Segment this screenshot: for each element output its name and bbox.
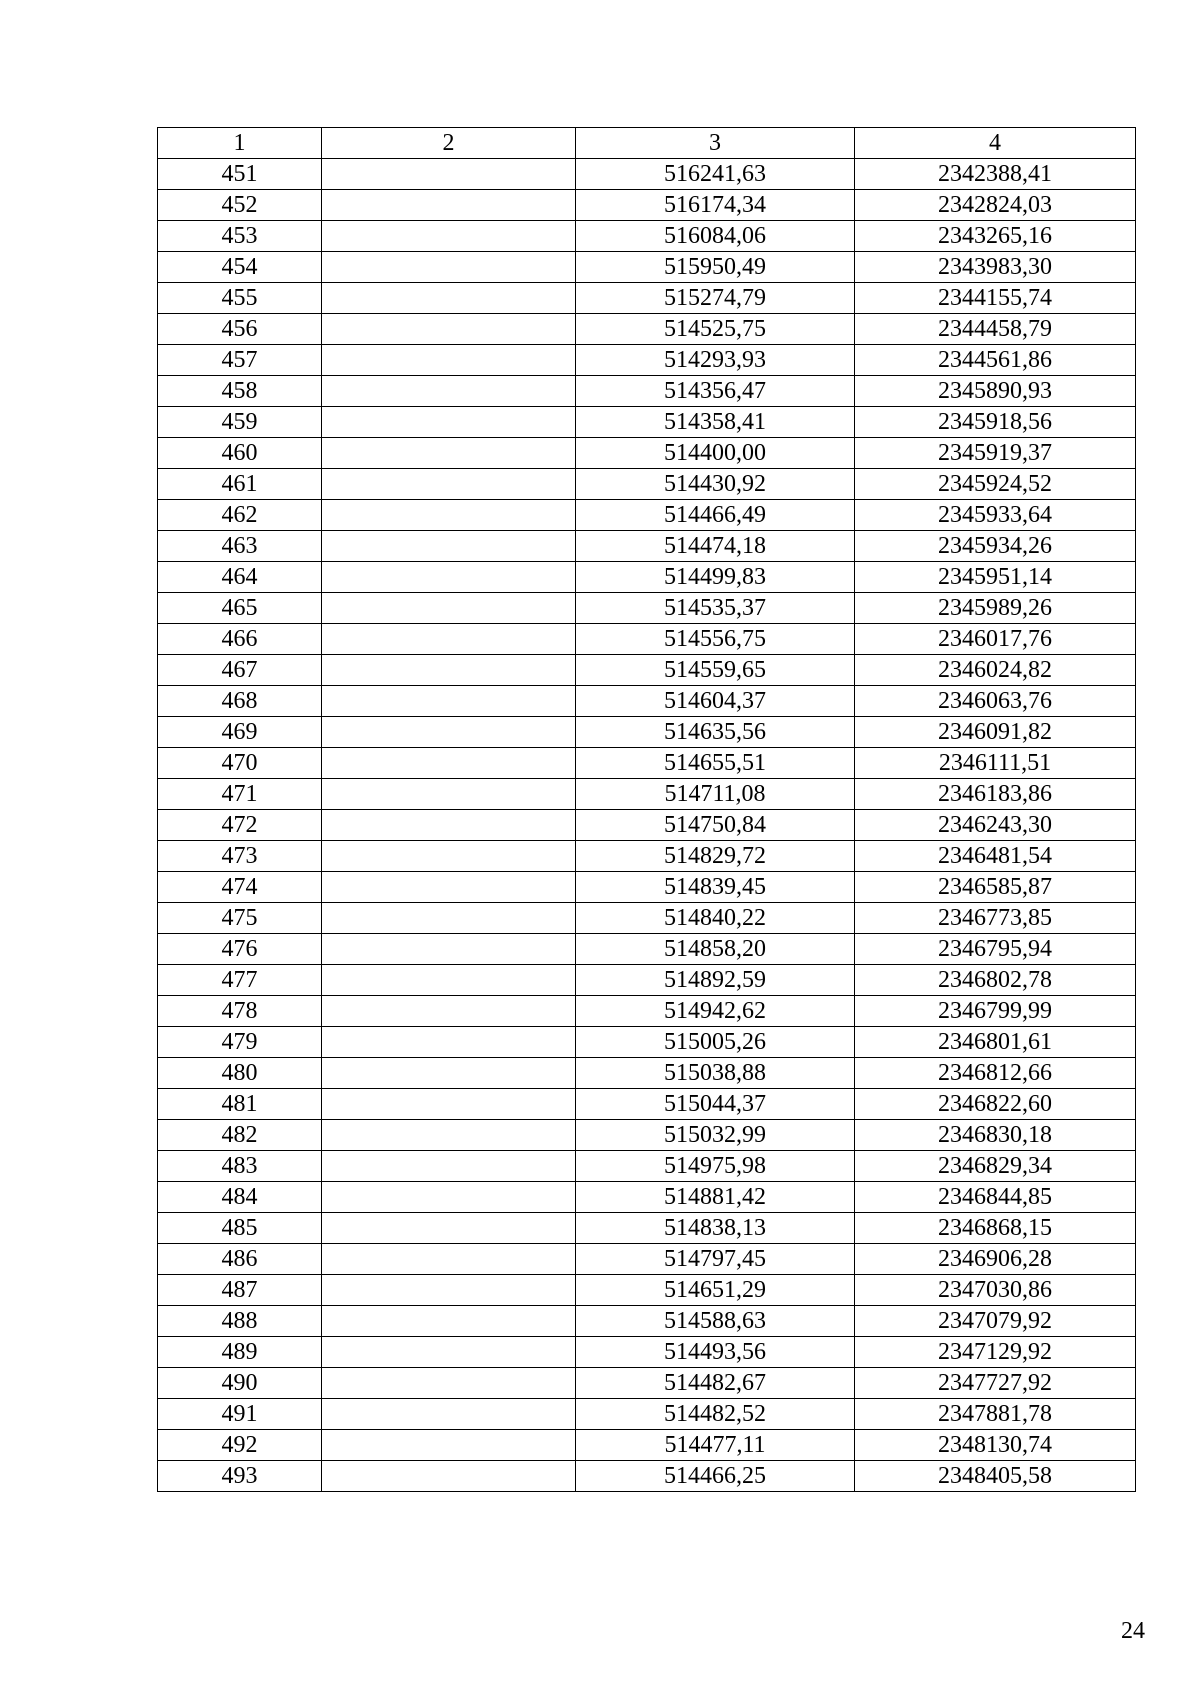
table-row <box>158 562 1136 593</box>
table-row <box>158 1120 1136 1151</box>
y-coordinate-cell: 2347129,92 <box>855 1337 1136 1368</box>
table-row <box>158 748 1136 779</box>
x-coordinate-cell: 514881,42 <box>576 1182 855 1213</box>
y-coordinate-cell: 2342824,03 <box>855 190 1136 221</box>
y-coordinate-cell: 2343983,30 <box>855 252 1136 283</box>
y-coordinate-cell: 2344561,86 <box>855 345 1136 376</box>
x-coordinate-cell: 514635,56 <box>576 717 855 748</box>
x-coordinate-cell: 514482,67 <box>576 1368 855 1399</box>
column-2-cell <box>322 1058 576 1089</box>
table-row <box>158 469 1136 500</box>
column-2-cell <box>322 655 576 686</box>
point-number-cell: 470 <box>158 748 322 779</box>
y-coordinate-cell: 2346183,86 <box>855 779 1136 810</box>
x-coordinate-cell: 514711,08 <box>576 779 855 810</box>
x-coordinate-cell: 514474,18 <box>576 531 855 562</box>
x-coordinate-cell: 514400,00 <box>576 438 855 469</box>
column-2-cell <box>322 810 576 841</box>
y-coordinate-cell: 2346024,82 <box>855 655 1136 686</box>
point-number-cell: 464 <box>158 562 322 593</box>
point-number-cell: 488 <box>158 1306 322 1337</box>
point-number-cell: 455 <box>158 283 322 314</box>
column-header-3: 3 <box>576 128 855 159</box>
column-2-cell <box>322 748 576 779</box>
column-2-cell <box>322 872 576 903</box>
x-coordinate-cell: 514750,84 <box>576 810 855 841</box>
y-coordinate-cell: 2346801,61 <box>855 1027 1136 1058</box>
point-number-cell: 493 <box>158 1461 322 1492</box>
table-row <box>158 376 1136 407</box>
table-row <box>158 1461 1136 1492</box>
column-2-cell <box>322 1306 576 1337</box>
x-coordinate-cell: 514892,59 <box>576 965 855 996</box>
column-2-cell <box>322 624 576 655</box>
point-number-cell: 490 <box>158 1368 322 1399</box>
point-number-cell: 486 <box>158 1244 322 1275</box>
table-row <box>158 1337 1136 1368</box>
x-coordinate-cell: 514293,93 <box>576 345 855 376</box>
y-coordinate-cell: 2345924,52 <box>855 469 1136 500</box>
column-header-2: 2 <box>322 128 576 159</box>
y-coordinate-cell: 2346906,28 <box>855 1244 1136 1275</box>
x-coordinate-cell: 515005,26 <box>576 1027 855 1058</box>
y-coordinate-cell: 2346844,85 <box>855 1182 1136 1213</box>
y-coordinate-cell: 2346063,76 <box>855 686 1136 717</box>
y-coordinate-cell: 2343265,16 <box>855 221 1136 252</box>
x-coordinate-cell: 514466,49 <box>576 500 855 531</box>
column-2-cell <box>322 407 576 438</box>
point-number-cell: 457 <box>158 345 322 376</box>
column-2-cell <box>322 252 576 283</box>
column-2-cell <box>322 469 576 500</box>
column-2-cell <box>322 593 576 624</box>
y-coordinate-cell: 2346830,18 <box>855 1120 1136 1151</box>
point-number-cell: 467 <box>158 655 322 686</box>
point-number-cell: 479 <box>158 1027 322 1058</box>
x-coordinate-cell: 514797,45 <box>576 1244 855 1275</box>
point-number-cell: 487 <box>158 1275 322 1306</box>
table-row <box>158 221 1136 252</box>
point-number-cell: 476 <box>158 934 322 965</box>
column-2-cell <box>322 996 576 1027</box>
table-row <box>158 1244 1136 1275</box>
table-row <box>158 1275 1136 1306</box>
page-number: 24 <box>1121 1618 1145 1644</box>
y-coordinate-cell: 2347727,92 <box>855 1368 1136 1399</box>
x-coordinate-cell: 514477,11 <box>576 1430 855 1461</box>
column-header-4: 4 <box>855 128 1136 159</box>
column-2-cell <box>322 1182 576 1213</box>
x-coordinate-cell: 514839,45 <box>576 872 855 903</box>
x-coordinate-cell: 514466,25 <box>576 1461 855 1492</box>
y-coordinate-cell: 2346481,54 <box>855 841 1136 872</box>
y-coordinate-cell: 2346091,82 <box>855 717 1136 748</box>
point-number-cell: 472 <box>158 810 322 841</box>
x-coordinate-cell: 514975,98 <box>576 1151 855 1182</box>
y-coordinate-cell: 2345934,26 <box>855 531 1136 562</box>
x-coordinate-cell: 514482,52 <box>576 1399 855 1430</box>
table-row <box>158 1213 1136 1244</box>
y-coordinate-cell: 2348405,58 <box>855 1461 1136 1492</box>
point-number-cell: 477 <box>158 965 322 996</box>
table-row <box>158 1430 1136 1461</box>
table-row <box>158 1182 1136 1213</box>
table-row <box>158 655 1136 686</box>
column-2-cell <box>322 717 576 748</box>
table-header-row <box>158 128 1136 159</box>
column-2-cell <box>322 841 576 872</box>
table-row <box>158 872 1136 903</box>
x-coordinate-cell: 515950,49 <box>576 252 855 283</box>
table-row <box>158 779 1136 810</box>
point-number-cell: 485 <box>158 1213 322 1244</box>
point-number-cell: 482 <box>158 1120 322 1151</box>
x-coordinate-cell: 514430,92 <box>576 469 855 500</box>
x-coordinate-cell: 514499,83 <box>576 562 855 593</box>
column-2-cell <box>322 190 576 221</box>
column-2-cell <box>322 779 576 810</box>
table-row <box>158 1089 1136 1120</box>
table-row <box>158 438 1136 469</box>
x-coordinate-cell: 514588,63 <box>576 1306 855 1337</box>
column-2-cell <box>322 1120 576 1151</box>
table-row <box>158 252 1136 283</box>
column-2-cell <box>322 283 576 314</box>
table-row <box>158 965 1136 996</box>
column-2-cell <box>322 159 576 190</box>
point-number-cell: 491 <box>158 1399 322 1430</box>
point-number-cell: 462 <box>158 500 322 531</box>
point-number-cell: 461 <box>158 469 322 500</box>
table-row <box>158 593 1136 624</box>
column-2-cell <box>322 500 576 531</box>
table-row <box>158 841 1136 872</box>
point-number-cell: 492 <box>158 1430 322 1461</box>
point-number-cell: 466 <box>158 624 322 655</box>
column-2-cell <box>322 965 576 996</box>
column-2-cell <box>322 1399 576 1430</box>
point-number-cell: 484 <box>158 1182 322 1213</box>
coordinates-table <box>157 127 1136 1492</box>
x-coordinate-cell: 515274,79 <box>576 283 855 314</box>
column-2-cell <box>322 376 576 407</box>
table-row <box>158 500 1136 531</box>
y-coordinate-cell: 2346799,99 <box>855 996 1136 1027</box>
column-2-cell <box>322 934 576 965</box>
x-coordinate-cell: 514556,75 <box>576 624 855 655</box>
x-coordinate-cell: 514838,13 <box>576 1213 855 1244</box>
table-row <box>158 190 1136 221</box>
column-2-cell <box>322 1213 576 1244</box>
point-number-cell: 460 <box>158 438 322 469</box>
column-2-cell <box>322 1244 576 1275</box>
table-row <box>158 1058 1136 1089</box>
x-coordinate-cell: 515032,99 <box>576 1120 855 1151</box>
y-coordinate-cell: 2346802,78 <box>855 965 1136 996</box>
y-coordinate-cell: 2346773,85 <box>855 903 1136 934</box>
y-coordinate-cell: 2346795,94 <box>855 934 1136 965</box>
x-coordinate-cell: 514535,37 <box>576 593 855 624</box>
column-2-cell <box>322 314 576 345</box>
point-number-cell: 478 <box>158 996 322 1027</box>
point-number-cell: 483 <box>158 1151 322 1182</box>
table-row <box>158 407 1136 438</box>
point-number-cell: 474 <box>158 872 322 903</box>
point-number-cell: 459 <box>158 407 322 438</box>
point-number-cell: 480 <box>158 1058 322 1089</box>
column-2-cell <box>322 221 576 252</box>
y-coordinate-cell: 2348130,74 <box>855 1430 1136 1461</box>
y-coordinate-cell: 2346812,66 <box>855 1058 1136 1089</box>
point-number-cell: 468 <box>158 686 322 717</box>
y-coordinate-cell: 2345919,37 <box>855 438 1136 469</box>
column-2-cell <box>322 345 576 376</box>
table-row <box>158 283 1136 314</box>
x-coordinate-cell: 514651,29 <box>576 1275 855 1306</box>
table-body <box>158 159 1136 1492</box>
point-number-cell: 454 <box>158 252 322 283</box>
column-2-cell <box>322 562 576 593</box>
point-number-cell: 456 <box>158 314 322 345</box>
table-row <box>158 934 1136 965</box>
x-coordinate-cell: 514525,75 <box>576 314 855 345</box>
x-coordinate-cell: 515038,88 <box>576 1058 855 1089</box>
point-number-cell: 465 <box>158 593 322 624</box>
point-number-cell: 489 <box>158 1337 322 1368</box>
x-coordinate-cell: 516084,06 <box>576 221 855 252</box>
y-coordinate-cell: 2346585,87 <box>855 872 1136 903</box>
table-row <box>158 314 1136 345</box>
column-2-cell <box>322 1461 576 1492</box>
point-number-cell: 463 <box>158 531 322 562</box>
table-row <box>158 1399 1136 1430</box>
y-coordinate-cell: 2347881,78 <box>855 1399 1136 1430</box>
x-coordinate-cell: 514840,22 <box>576 903 855 934</box>
column-2-cell <box>322 1430 576 1461</box>
table-row <box>158 903 1136 934</box>
x-coordinate-cell: 514942,62 <box>576 996 855 1027</box>
table-row <box>158 1027 1136 1058</box>
point-number-cell: 475 <box>158 903 322 934</box>
column-2-cell <box>322 1027 576 1058</box>
table-row <box>158 1151 1136 1182</box>
column-2-cell <box>322 1089 576 1120</box>
point-number-cell: 453 <box>158 221 322 252</box>
table-row <box>158 531 1136 562</box>
y-coordinate-cell: 2347079,92 <box>855 1306 1136 1337</box>
y-coordinate-cell: 2345890,93 <box>855 376 1136 407</box>
y-coordinate-cell: 2344155,74 <box>855 283 1136 314</box>
table-row <box>158 624 1136 655</box>
point-number-cell: 458 <box>158 376 322 407</box>
x-coordinate-cell: 514858,20 <box>576 934 855 965</box>
x-coordinate-cell: 516241,63 <box>576 159 855 190</box>
y-coordinate-cell: 2346111,51 <box>855 748 1136 779</box>
x-coordinate-cell: 514655,51 <box>576 748 855 779</box>
y-coordinate-cell: 2345989,26 <box>855 593 1136 624</box>
x-coordinate-cell: 514559,65 <box>576 655 855 686</box>
column-2-cell <box>322 1151 576 1182</box>
y-coordinate-cell: 2346868,15 <box>855 1213 1136 1244</box>
y-coordinate-cell: 2346822,60 <box>855 1089 1136 1120</box>
y-coordinate-cell: 2347030,86 <box>855 1275 1136 1306</box>
x-coordinate-cell: 514356,47 <box>576 376 855 407</box>
table-row <box>158 1368 1136 1399</box>
column-2-cell <box>322 1368 576 1399</box>
column-2-cell <box>322 531 576 562</box>
column-2-cell <box>322 438 576 469</box>
table-row <box>158 686 1136 717</box>
x-coordinate-cell: 515044,37 <box>576 1089 855 1120</box>
point-number-cell: 451 <box>158 159 322 190</box>
y-coordinate-cell: 2346829,34 <box>855 1151 1136 1182</box>
x-coordinate-cell: 514493,56 <box>576 1337 855 1368</box>
point-number-cell: 473 <box>158 841 322 872</box>
column-2-cell <box>322 686 576 717</box>
y-coordinate-cell: 2345918,56 <box>855 407 1136 438</box>
column-header-1: 1 <box>158 128 322 159</box>
table-row <box>158 717 1136 748</box>
table-row <box>158 1306 1136 1337</box>
table-row <box>158 345 1136 376</box>
column-2-cell <box>322 1337 576 1368</box>
y-coordinate-cell: 2342388,41 <box>855 159 1136 190</box>
x-coordinate-cell: 516174,34 <box>576 190 855 221</box>
y-coordinate-cell: 2346243,30 <box>855 810 1136 841</box>
y-coordinate-cell: 2345951,14 <box>855 562 1136 593</box>
table-row <box>158 996 1136 1027</box>
x-coordinate-cell: 514358,41 <box>576 407 855 438</box>
x-coordinate-cell: 514604,37 <box>576 686 855 717</box>
point-number-cell: 471 <box>158 779 322 810</box>
y-coordinate-cell: 2346017,76 <box>855 624 1136 655</box>
y-coordinate-cell: 2345933,64 <box>855 500 1136 531</box>
column-2-cell <box>322 1275 576 1306</box>
table-row <box>158 810 1136 841</box>
x-coordinate-cell: 514829,72 <box>576 841 855 872</box>
point-number-cell: 452 <box>158 190 322 221</box>
table-row <box>158 159 1136 190</box>
y-coordinate-cell: 2344458,79 <box>855 314 1136 345</box>
column-2-cell <box>322 903 576 934</box>
point-number-cell: 481 <box>158 1089 322 1120</box>
point-number-cell: 469 <box>158 717 322 748</box>
